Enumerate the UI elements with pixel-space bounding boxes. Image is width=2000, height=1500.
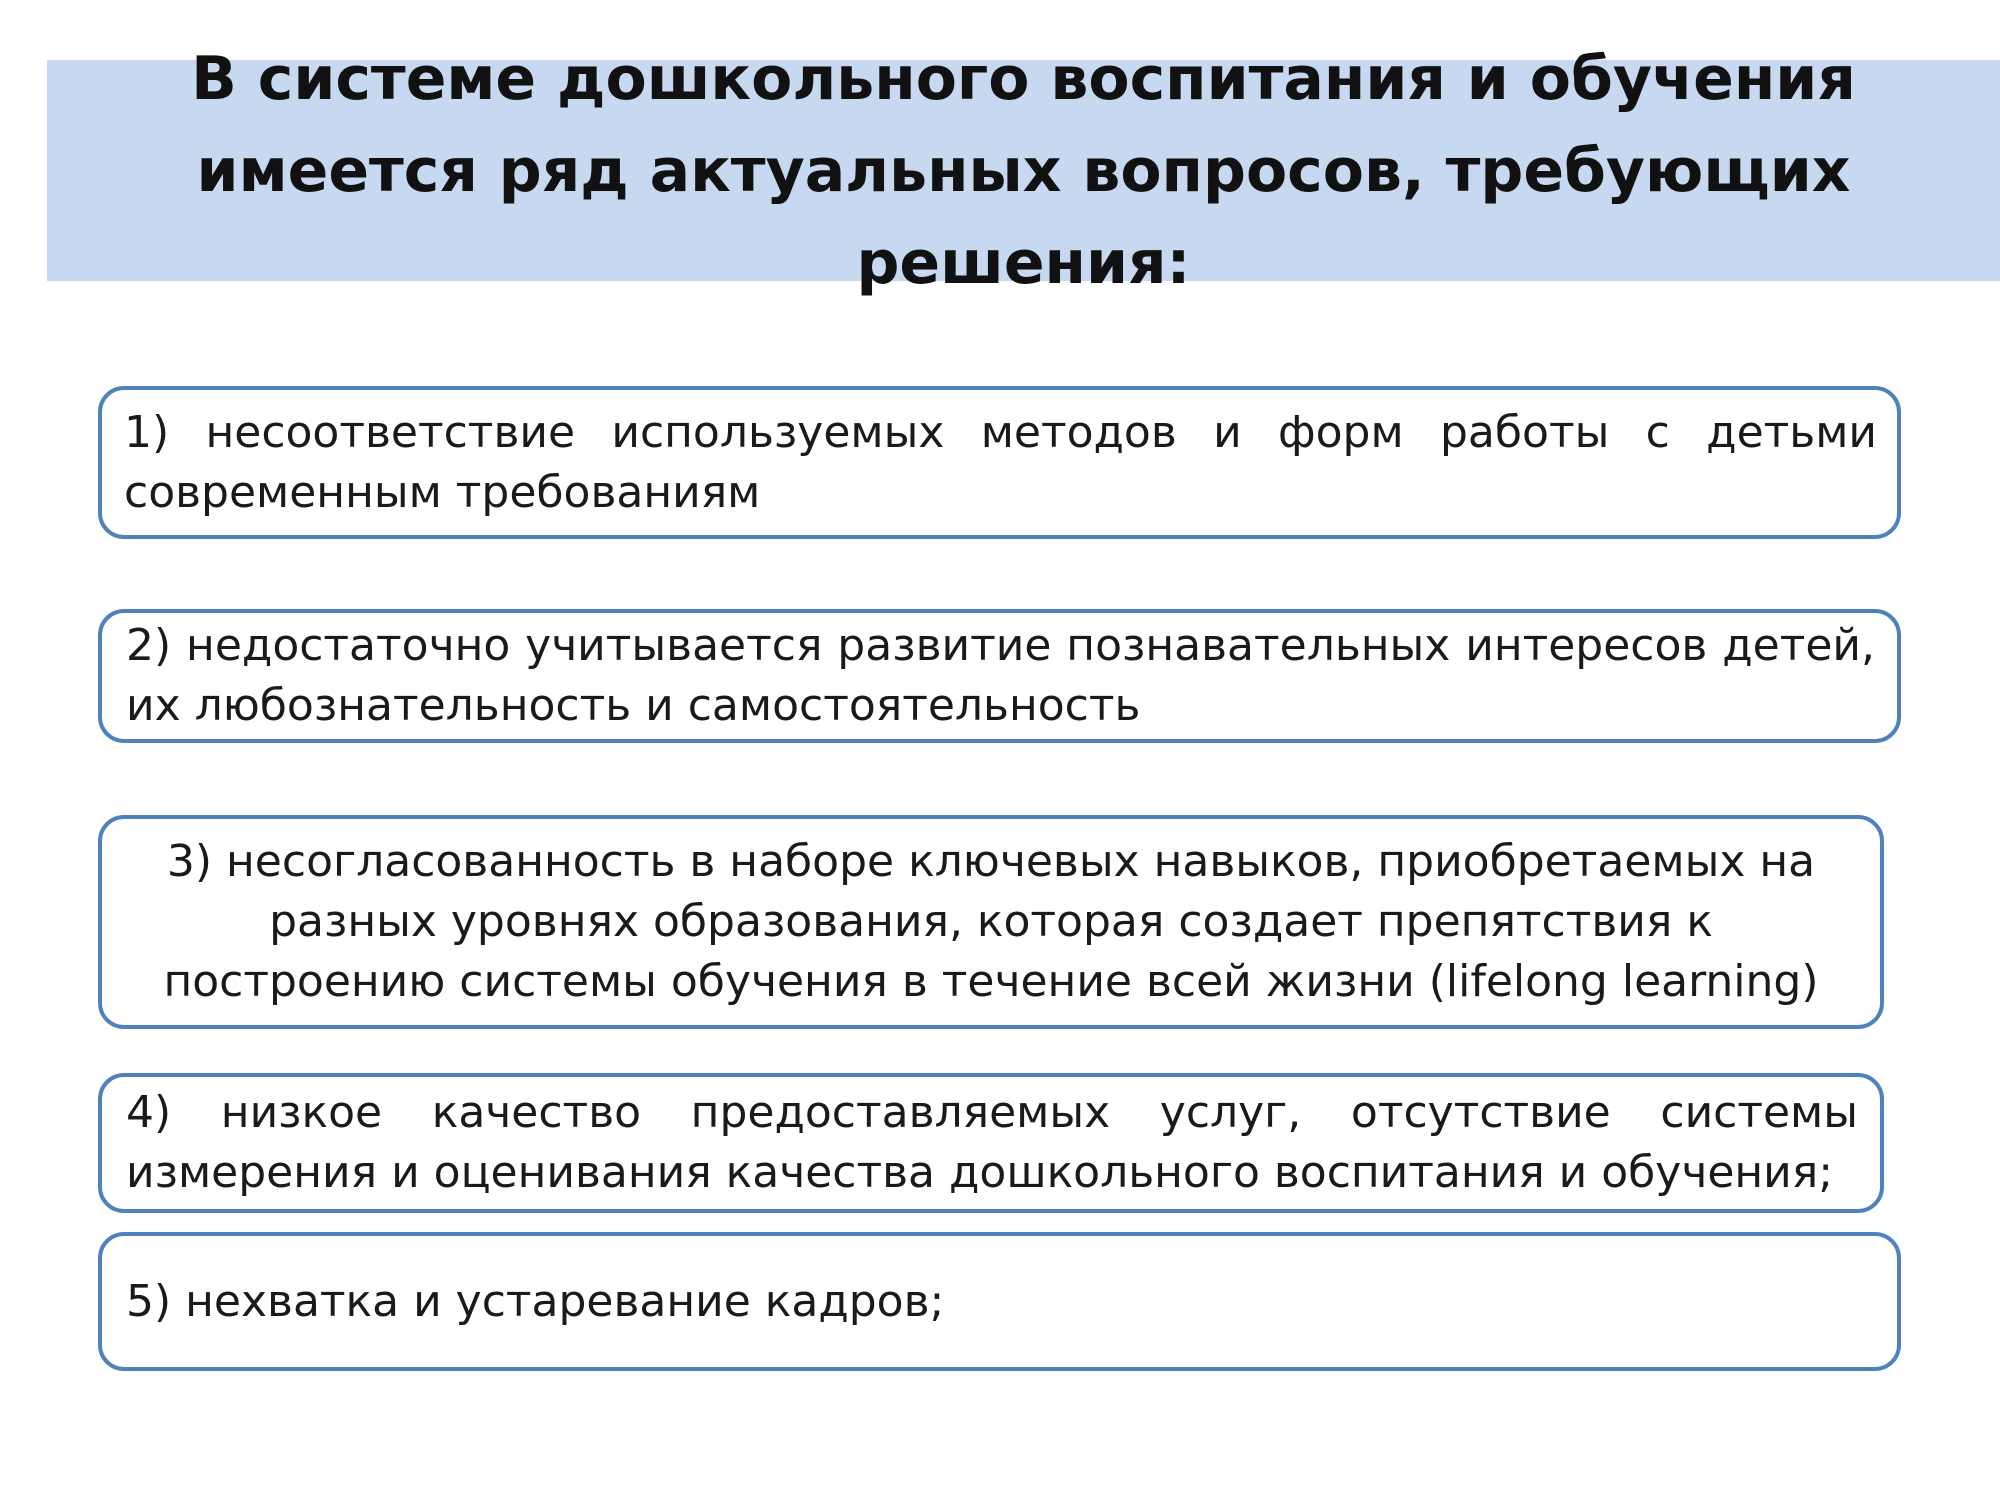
issue-box-4 xyxy=(98,1073,1884,1213)
issue-box-5 xyxy=(98,1232,1901,1371)
slide-title: В системе дошкольного воспитания и обучения имеется ряд актуальных вопросов, требующих решения: xyxy=(191,43,1856,298)
issue-text-2: 2) недостаточно учитывается развитие познавательных интересов детей, их любознательность и самостоятельность xyxy=(126,620,1875,731)
title-banner xyxy=(47,43,2000,298)
issue-box-3 xyxy=(98,815,1884,1029)
issue-box-2 xyxy=(98,609,1901,743)
issue-box-1 xyxy=(98,386,1901,539)
issue-text-1: 1) несоответствие используемых методов и форм работы с детьми современным требованиям xyxy=(124,406,1877,518)
issue-text-4: 4) низкое качество предоставляемых услуг, отсутствие системы измерения и оценивания качества дошкольного воспитания и обучения; xyxy=(126,1087,1858,1198)
issue-text-5: 5) нехватка и устаревание кадров; xyxy=(126,1275,945,1327)
issue-text-3: 3) несогласованность в наборе ключевых навыков, приобретаемых на разных уровнях образования, которая создает препятствия к построению системы обучения в течение всей жизни (lifelong learning) xyxy=(163,836,1819,1007)
